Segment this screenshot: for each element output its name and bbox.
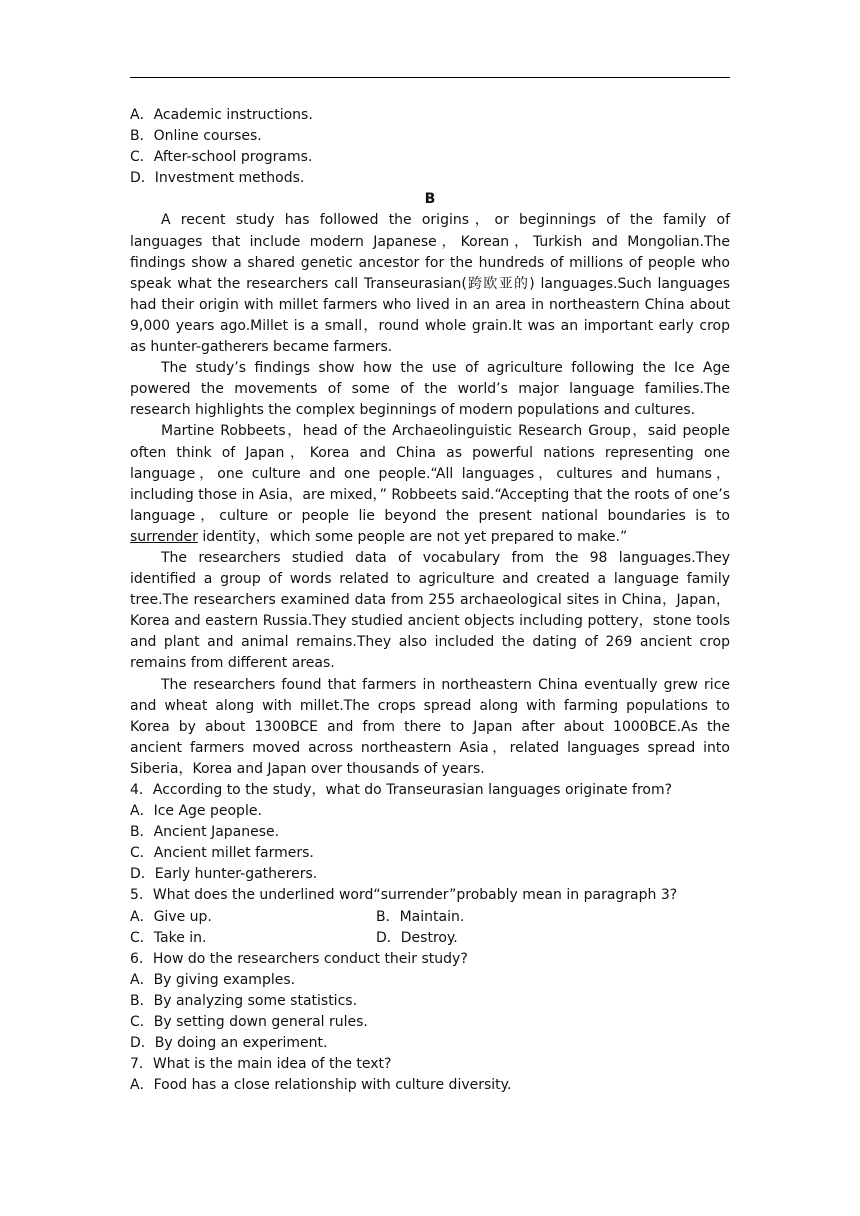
document-body bbox=[130, 105, 730, 1096]
question-7-option-a: A．Food has a close relationship with culture diversity. bbox=[130, 1077, 512, 1094]
prev-option-b: B．Online courses. bbox=[130, 128, 262, 145]
section-title: B bbox=[424, 191, 436, 208]
question-4-option-c: C．Ancient millet farmers. bbox=[130, 845, 314, 862]
question-6-option-d: D．By doing an experiment. bbox=[130, 1035, 328, 1052]
question-5-option-b: B．Maintain. bbox=[376, 908, 465, 925]
paragraph-3 bbox=[130, 421, 730, 548]
paragraph-2: The study’s findings show how the use of agriculture following the Ice Age powered the movements of some of the world’s major language families.The research highlights the complex beginnings of modern populations and cultures. bbox=[130, 360, 730, 419]
question-4-option-a: A．Ice Age people. bbox=[130, 803, 262, 820]
question-5-option-d: D．Destroy. bbox=[376, 929, 458, 946]
question-6-option-a: A．By giving examples. bbox=[130, 971, 296, 988]
question-5-stem: 5．What does the underlined word“surrender”probably mean in paragraph 3? bbox=[130, 887, 678, 904]
question-4-option-b: B．Ancient Japanese. bbox=[130, 824, 280, 841]
paragraph-5: The researchers found that farmers in northeastern China eventually grew rice and wheat along with millet.The crops spread along with farming populations to Korea by about 1300BCE and from there to Japan after about 1000BCE.As the ancient farmers moved across northeastern Asia，related languages spread into Siberia，Korea and Japan over thousands of years. bbox=[130, 676, 730, 777]
underlined-word: surrender bbox=[130, 528, 198, 545]
question-4-option-d: D．Early hunter-gatherers. bbox=[130, 866, 318, 883]
header-rule bbox=[130, 77, 730, 78]
question-5-option-a: A．Give up. bbox=[130, 908, 212, 925]
prev-option-c: C．After-school programs. bbox=[130, 149, 313, 166]
question-4-stem: 4．According to the study，what do Transeurasian languages originate from? bbox=[130, 782, 673, 798]
paragraph-3-start: Martine Robbeets，head of the Archaeolinguistic Research Group，said people often think of Japan，Korea and China as powerful nations representing one language，one culture and one people.“All languages，cultures and humans，including those in Asia，are mixed，” Robbeets said.“Accepting that the roots of one’s language，culture or people lie beyond the present national boundaries is to bbox=[130, 423, 730, 524]
question-5-row-1 bbox=[130, 907, 730, 928]
prev-option-a: A．Academic instructions. bbox=[130, 107, 313, 123]
question-6-stem: 6．How do the researchers conduct their study? bbox=[130, 950, 468, 967]
paragraph-4: The researchers studied data of vocabulary from the 98 languages.They identified a group of words related to agriculture and created a language family tree.The researchers examined data from 255 archaeological sites in China，Japan，Korea and eastern Russia.They studied ancient objects including pottery，stone tools and plant and animal remains.They also included the dating of 269 ancient crop remains from different areas. bbox=[130, 549, 730, 672]
question-5-option-c: C．Take in. bbox=[130, 929, 207, 946]
question-5-row-2 bbox=[130, 928, 730, 949]
question-6-option-c: C．By setting down general rules. bbox=[130, 1014, 368, 1031]
question-6-option-b: B．By analyzing some statistics. bbox=[130, 992, 358, 1009]
prev-option-d: D．Investment methods. bbox=[130, 170, 305, 187]
paragraph-1: A recent study has followed the origins，or beginnings of the family of languages that include modern Japanese，Korean，Turkish and Mongolian.The findings show a shared genetic ancestor for the hundreds of millions of people who speak what the researchers call Transeurasian(跨欧亚的) languages.Such languages had their origin with millet farmers who lived in an area in northeastern China about 9,000 years ago.Millet is a small，round whole grain.It was an important early crop as hunter-gatherers became farmers. bbox=[130, 212, 730, 356]
paragraph-3-end: identity，which some people are not yet prepared to make.” bbox=[197, 528, 628, 545]
question-7-stem: 7．What is the main idea of the text? bbox=[130, 1056, 392, 1073]
